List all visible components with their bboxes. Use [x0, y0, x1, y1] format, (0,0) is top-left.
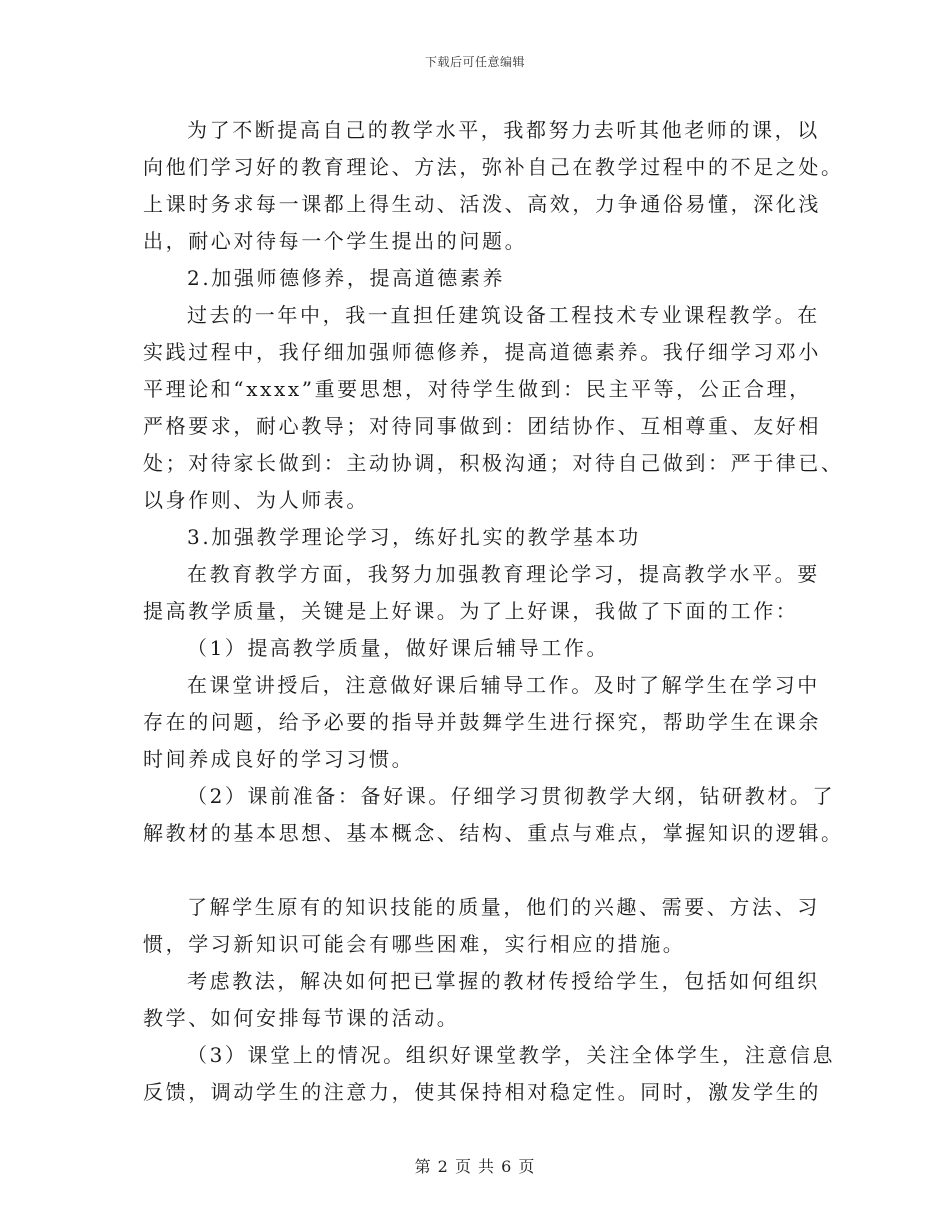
- text-line: 为了不断提高自己的教学水平，我都努力去听其他老师的课，以: [187, 118, 820, 142]
- text-line: 惯，学习新知识可能会有哪些困难，实行相应的措施。: [143, 932, 686, 956]
- document-body: [143, 112, 844, 1111]
- page-header: 下载后可任意编辑: [424, 55, 525, 69]
- text-line: 过去的一年中，我一直担任建筑设备工程技术专业课程教学。在: [187, 303, 820, 327]
- text-line: 在课堂讲授后，注意做好课后辅导工作。及时了解学生在学习中: [187, 673, 820, 697]
- text-line: 向他们学习好的教育理论、方法，弥补自己在教学过程中的不足之处。: [143, 155, 844, 179]
- text-line: 实践过程中，我仔细加强师德修养，提高道德素养。我仔细学习邓小: [143, 340, 821, 364]
- text-line: 处；对待家长做到：主动协调，积极沟通；对待自己做到：严于律已、: [143, 451, 844, 475]
- blank-line: [143, 852, 813, 889]
- text-line: 上课时务求每一课都上得生动、活泼、高效，力争通俗易懂，深化浅: [143, 192, 821, 216]
- text-line: （2）课前准备：备好课。仔细学习贯彻教学大纲，钻研教材。了: [187, 784, 836, 808]
- text-line: 反馈，调动学生的注意力，使其保持相对稳定性。同时，激发学生的: [143, 1080, 821, 1104]
- text-line: 了解学生原有的知识技能的质量，他们的兴趣、需要、方法、习: [187, 895, 820, 919]
- page-footer: 第 2 页 共 6 页: [414, 1157, 536, 1176]
- text-line: 解教材的基本思想、基本概念、结构、重点与难点，掌握知识的逻辑。: [143, 821, 844, 845]
- text-line: （3）课堂上的情况。组织好课堂教学，关注全体学生，注意信息: [187, 1043, 836, 1067]
- text-line: 3.加强教学理论学习，练好扎实的教学基本功: [187, 525, 641, 549]
- text-line: 出，耐心对待每一个学生提出的问题。: [143, 229, 528, 253]
- text-line: 教学、如何安排每节课的活动。: [143, 1006, 460, 1030]
- text-line: 提高教学质量，关键是上好课。为了上好课，我做了下面的工作：: [143, 599, 799, 623]
- text-line: 考虑教法，解决如何把已掌握的教材传授给学生，包括如何组织: [187, 969, 820, 993]
- text-line: 在教育教学方面，我努力加强教育理论学习，提高教学水平。要: [187, 562, 820, 586]
- text-line: 平理论和“xxxx”重要思想，对待学生做到：民主平等，公正合理，: [143, 377, 812, 401]
- text-line: （1）提高教学质量，做好课后辅导工作。: [187, 636, 610, 660]
- text-line: 时间养成良好的学习习惯。: [143, 747, 415, 771]
- text-line: 严格要求，耐心教导；对待同事做到：团结协作、互相尊重、友好相: [143, 414, 821, 438]
- text-line: 2.加强师德修养，提高道德素养: [187, 266, 506, 290]
- text-line: 存在的问题，给予必要的指导并鼓舞学生进行探究，帮助学生在课余: [143, 710, 821, 734]
- text-line: 以身作则、为人师表。: [143, 488, 369, 512]
